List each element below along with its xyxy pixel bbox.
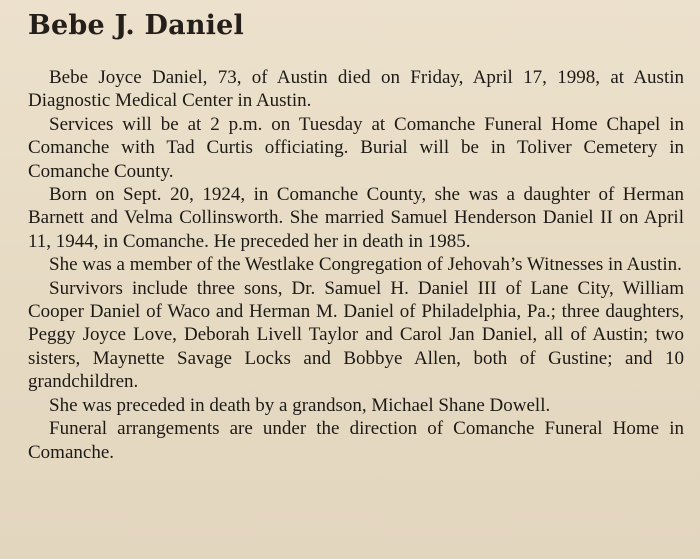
- obituary-headline: Bebe J. Daniel: [28, 10, 244, 41]
- paragraph-death-notice: Bebe Joyce Daniel, 73, of Austin died on Friday, April 17, 1998, at Austin Diagnostic Medical Center in Austin.: [28, 67, 684, 112]
- paragraph-birth-marriage: Born on Sept. 20, 1924, in Comanche County, she was a daughter of Herman Barnett and Velma Collinsworth. She married Samuel Henderson Daniel II on April 11, 1944, in Comanche. He preceded her in death in 1985.: [28, 184, 684, 252]
- paragraph-services: Services will be at 2 p.m. on Tuesday at Comanche Funeral Home Chapel in Comanche with Tad Curtis officiating. Burial will be in Toliver Cemetery in Comanche County.: [28, 113, 684, 182]
- paragraph-congregation: She was a member of the Westlake Congregation of Jehovah’s Witnesses in Austin.: [49, 254, 682, 276]
- paragraph-arrangements: Funeral arrangements are under the direction of Comanche Funeral Home in Comanche.: [28, 418, 684, 463]
- paragraph-survivors: Survivors include three sons, Dr. Samuel H. Daniel III of Lane City, William Cooper Daniel of Waco and Herman M. Daniel of Philadelphia, Pa.; three daughters, Peggy Joyce Love, Deborah Livell Taylor and Carol Jan Daniel, all of Austin; two sisters, Maynette Savage Locks and Bobbye Allen, both of Gustine; and 10 grandchildren.: [28, 277, 684, 393]
- paragraph-preceded: She was preceded in death by a grandson, Michael Shane Dowell.: [49, 394, 551, 416]
- obituary-body: [28, 66, 684, 464]
